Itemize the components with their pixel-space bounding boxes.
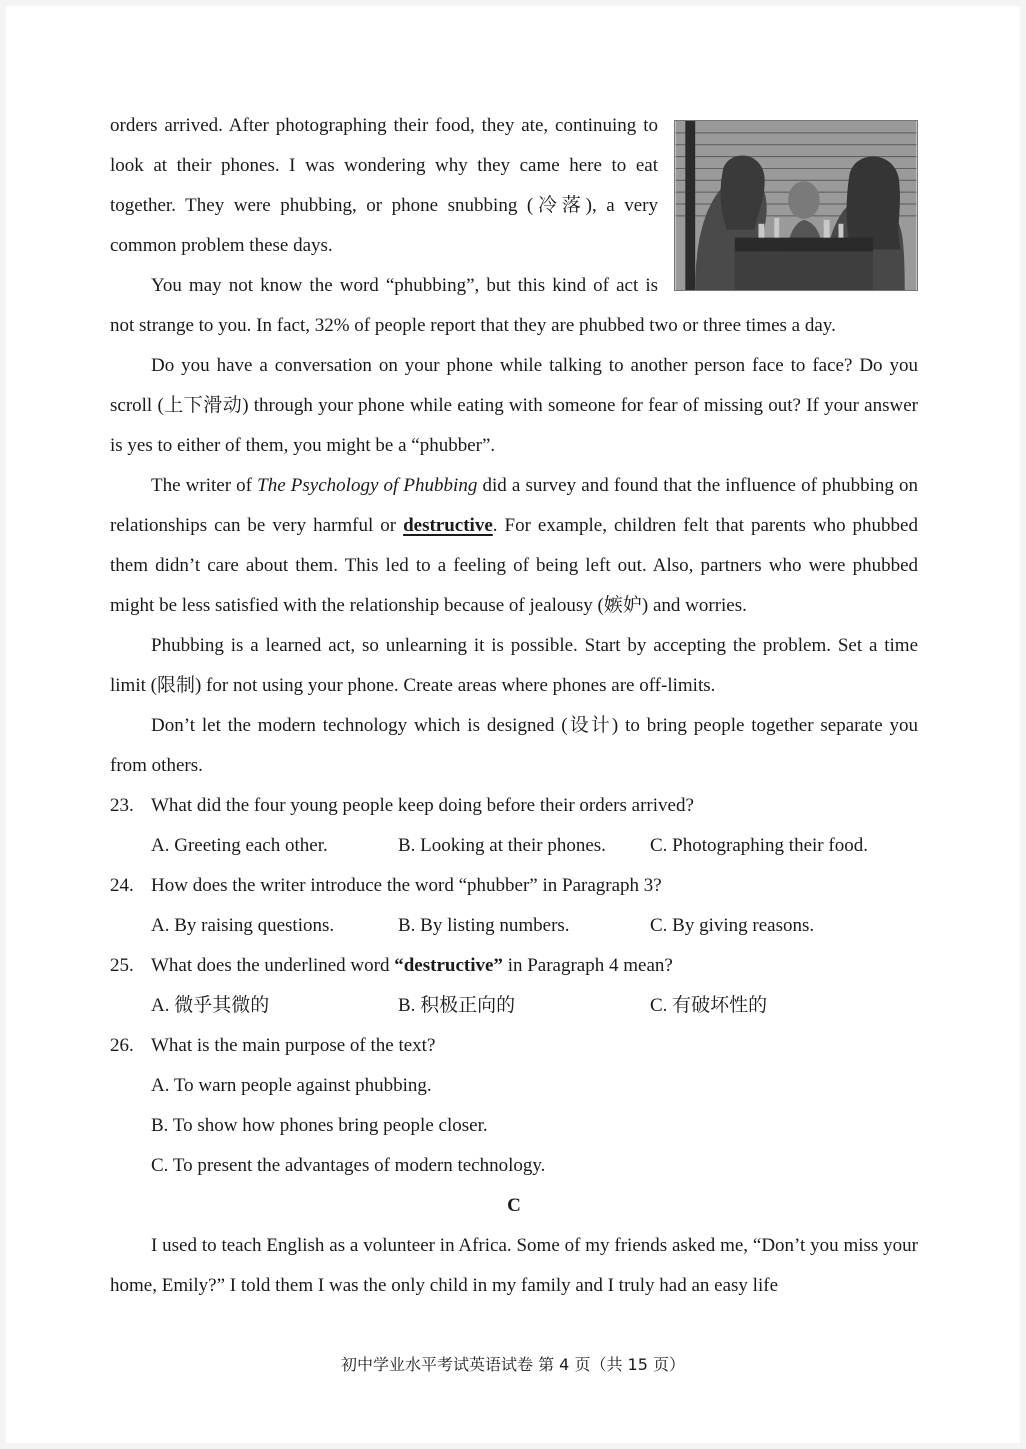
q25-text-after: in Paragraph 4 mean? xyxy=(502,955,673,976)
page-footer: 初中学业水平考试英语试卷 第 4 页（共 15 页） xyxy=(341,1355,685,1374)
question-25-options xyxy=(110,986,918,1026)
question-number: 23. xyxy=(110,795,134,816)
option-a: A. 微乎其微的 xyxy=(151,995,270,1016)
page-content xyxy=(110,106,918,1306)
question-24-options xyxy=(110,906,918,946)
q25-text-before: What does the underlined word xyxy=(151,955,395,976)
passage-paragraph-6: Don’t let the modern technology which is designed (设计) to bring people together separate you from others. xyxy=(110,715,918,776)
section-heading-c: C xyxy=(507,1195,521,1216)
option-c: C. 有破坏性的 xyxy=(650,995,768,1016)
option-b: B. 积极正向的 xyxy=(398,995,516,1016)
passage-paragraph-5: Phubbing is a learned act, so unlearning it is possible. Start by accepting the problem. Set a time limit (限制) for not using your phone. Create areas where phones are off-limits. xyxy=(110,635,918,696)
passage-paragraph-4 xyxy=(110,466,918,626)
p4-text-3: . For example, children felt that parents who phubbed them didn’t care about them. This led to a feeling of being left out. Also, partners who were phubbed might be less satisfied with the relationship because of jealousy (嫉妒) and worries. xyxy=(110,515,918,616)
question-number: 24. xyxy=(110,875,134,896)
option-c: C. Photographing their food. xyxy=(650,835,868,856)
question-number: 26. xyxy=(110,1035,134,1056)
section-c-paragraph-1: I used to teach English as a volunteer in Africa. Some of my friends asked me, “Don’t you miss your home, Emily?” I told them I was the only child in my family and I truly had an easy life xyxy=(110,1235,918,1296)
passage-paragraph-2: You may not know the word “phubbing”, but this kind of act is not strange to you. In fact, 32% of people report that they are phubbed two or three times a day. xyxy=(110,275,836,336)
question-24 xyxy=(110,866,918,906)
question-text: What is the main purpose of the text? xyxy=(151,1035,436,1056)
option-b: B. Looking at their phones. xyxy=(398,835,606,856)
option-b: B. To show how phones bring people closer. xyxy=(151,1115,488,1136)
people-using-phones-illustration xyxy=(674,120,918,291)
exam-page xyxy=(6,6,1020,1443)
option-a: A. By raising questions. xyxy=(151,915,335,936)
p4-text-2: did a survey and found that the influence of phubbing on relationships can be very harmful or xyxy=(110,475,918,536)
option-c: C. By giving reasons. xyxy=(650,915,815,936)
question-number: 25. xyxy=(110,955,134,976)
question-25 xyxy=(110,946,918,986)
underlined-word-destructive: destructive xyxy=(403,515,493,536)
passage-paragraph-3: Do you have a conversation on your phone while talking to another person face to face? Do you scroll (上下滑动) through your phone while eating with someone for fear of missing out? If your answer is yes to either of them, you might be a “phubber”. xyxy=(110,355,918,456)
option-a: A. Greeting each other. xyxy=(151,835,328,856)
option-b: B. By listing numbers. xyxy=(398,915,570,936)
p4-text-1: The writer of xyxy=(151,475,258,496)
option-a: A. To warn people against phubbing. xyxy=(151,1075,432,1096)
question-26 xyxy=(110,1026,918,1066)
question-text xyxy=(151,946,673,986)
question-23-options xyxy=(110,826,918,866)
passage-paragraph-1: orders arrived. After photographing their food, they ate, continuing to look at their phones. I was wondering why they came here to eat together. They were phubbing, or phone snubbing (冷落), a very common problem these days. xyxy=(110,115,658,256)
question-text: How does the writer introduce the word “phubber” in Paragraph 3? xyxy=(151,875,662,896)
q25-bold-word: “destructive” xyxy=(394,955,503,976)
question-23 xyxy=(110,786,918,826)
option-c: C. To present the advantages of modern technology. xyxy=(151,1155,546,1176)
question-text: What did the four young people keep doing before their orders arrived? xyxy=(151,795,694,816)
book-title: The Psychology of Phubbing xyxy=(257,475,478,496)
